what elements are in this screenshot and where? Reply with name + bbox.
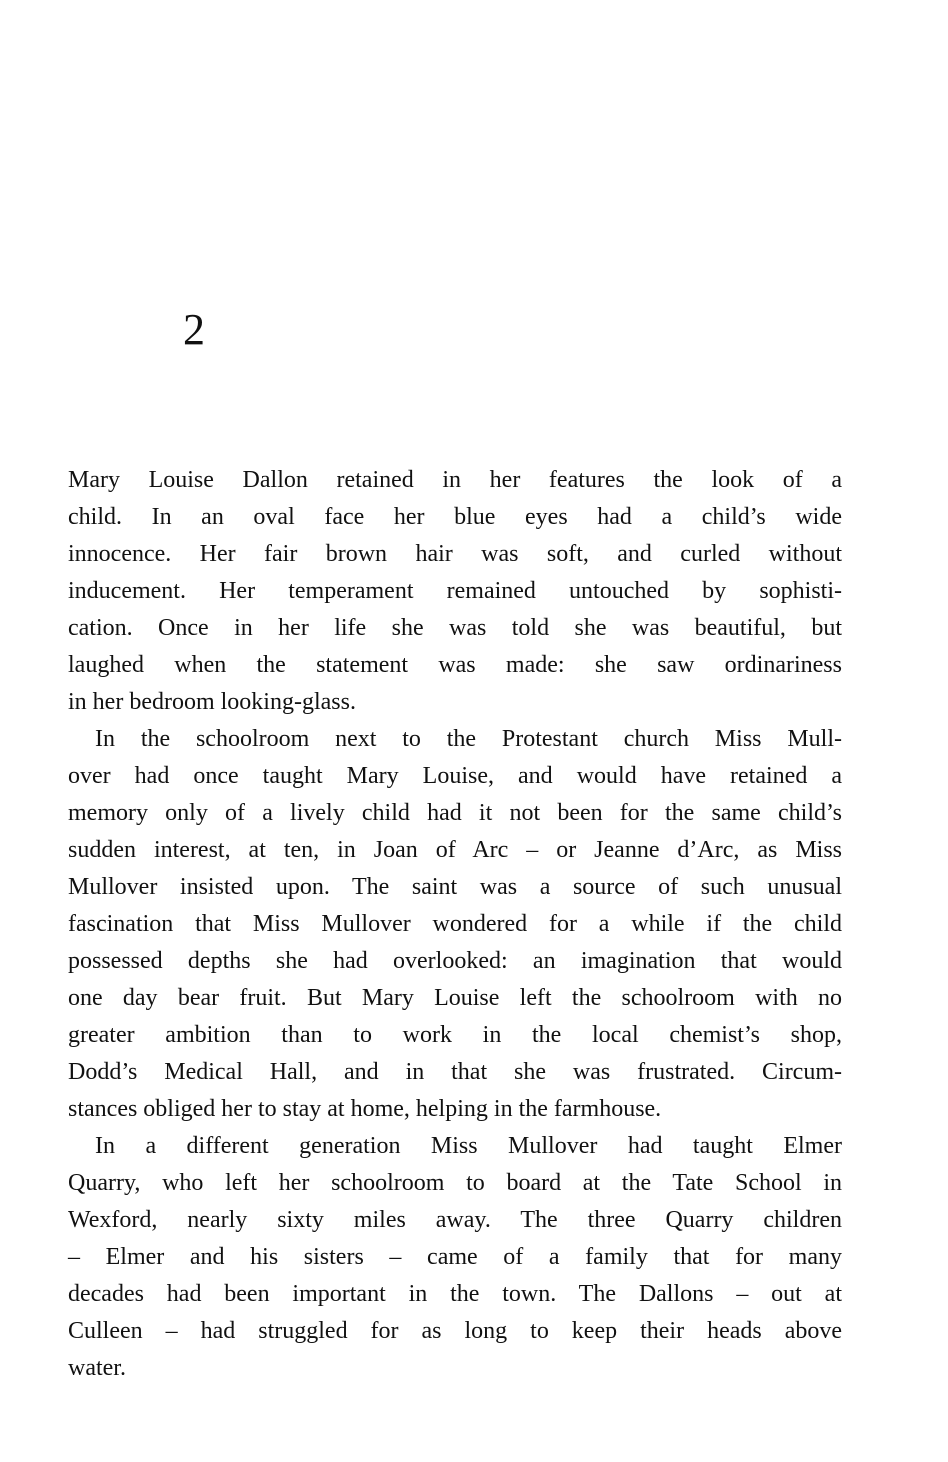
paragraph-3 bbox=[68, 1128, 842, 1387]
text-line: Dodd’s Medical Hall, and in that she was frustrated. Circum- bbox=[68, 1059, 842, 1085]
text-line: sudden interest, at ten, in Joan of Arc – or Jeanne d’Arc, as Miss bbox=[68, 837, 842, 863]
paragraph-1 bbox=[68, 462, 842, 721]
text-line: Mullover insisted upon. The saint was a source of such unusual bbox=[68, 874, 842, 900]
text-line: – Elmer and his sisters – came of a family that for many bbox=[68, 1244, 842, 1270]
text-line: cation. Once in her life she was told she was beautiful, but bbox=[68, 615, 842, 641]
text-line: Mary Louise Dallon retained in her features the look of a bbox=[68, 467, 842, 493]
text-line: in her bedroom looking-glass. bbox=[68, 689, 356, 715]
text-line: decades had been important in the town. The Dallons – out at bbox=[68, 1281, 842, 1307]
text-line: In a different generation Miss Mullover had taught Elmer bbox=[95, 1133, 842, 1159]
text-line: greater ambition than to work in the local chemist’s shop, bbox=[68, 1022, 842, 1048]
paragraph-2 bbox=[68, 721, 842, 1128]
text-line: memory only of a lively child had it not been for the same child’s bbox=[68, 800, 842, 826]
text-line: stances obliged her to stay at home, helping in the farmhouse. bbox=[68, 1096, 662, 1122]
text-line: fascination that Miss Mullover wondered for a while if the child bbox=[68, 911, 842, 937]
text-line: one day bear fruit. But Mary Louise left the schoolroom with no bbox=[68, 985, 842, 1011]
chapter-body bbox=[68, 462, 842, 1387]
text-line: possessed depths she had overlooked: an imagination that would bbox=[68, 948, 842, 974]
text-line: child. In an oval face her blue eyes had a child’s wide bbox=[68, 504, 842, 530]
text-line: Quarry, who left her schoolroom to board at the Tate School in bbox=[68, 1170, 842, 1196]
text-line: laughed when the statement was made: she saw ordinariness bbox=[68, 652, 842, 678]
chapter-number: 2 bbox=[183, 305, 205, 354]
text-line: inducement. Her temperament remained untouched by sophisti- bbox=[68, 578, 842, 604]
text-line: over had once taught Mary Louise, and would have retained a bbox=[68, 763, 842, 789]
text-line: Wexford, nearly sixty miles away. The three Quarry children bbox=[68, 1207, 842, 1233]
text-line: water. bbox=[68, 1355, 126, 1381]
text-line: innocence. Her fair brown hair was soft, and curled without bbox=[68, 541, 842, 567]
text-line: Culleen – had struggled for as long to keep their heads above bbox=[68, 1318, 842, 1344]
text-line: In the schoolroom next to the Protestant church Miss Mull- bbox=[95, 726, 842, 752]
